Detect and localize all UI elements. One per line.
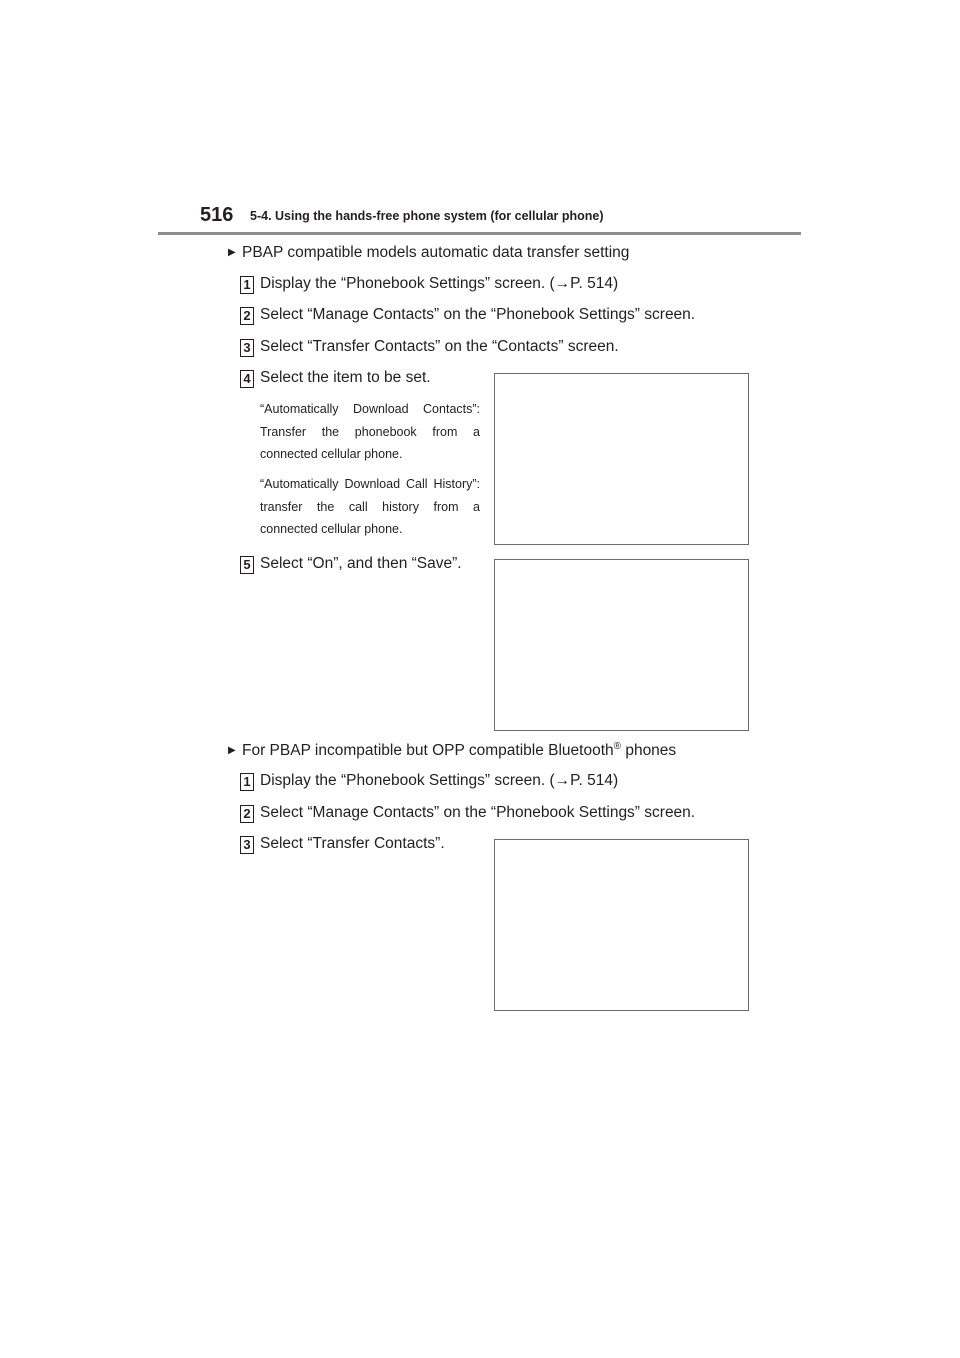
- step-text: Display the “Phonebook Settings” screen. (→P. 514): [260, 275, 619, 292]
- step-number: 1: [240, 276, 254, 294]
- step-number: 3: [240, 836, 254, 854]
- step-number: 5: [240, 556, 254, 574]
- step-text: Select “On”, and then “Save”.: [260, 555, 462, 572]
- opp-heading: [228, 741, 676, 760]
- note-download-call-history: “Automatically Download Call History”: transfer the call history from a connected cellular phone.: [260, 477, 480, 536]
- screen-image-placeholder: [494, 839, 749, 1011]
- step-number: 2: [240, 805, 254, 823]
- step-text: Select “Manage Contacts” on the “Phonebook Settings” screen.: [260, 306, 696, 323]
- note-download-contacts: “Automatically Download Contacts”: Transfer the phonebook from a connected cellular phone.: [260, 402, 480, 461]
- step-text: Select the item to be set.: [260, 369, 431, 386]
- opp-heading-suffix: phones: [621, 742, 677, 760]
- screen-image-placeholder: [494, 373, 749, 545]
- screen-image-placeholder: [494, 559, 749, 731]
- step-number: 1: [240, 773, 254, 791]
- step-number: 2: [240, 307, 254, 325]
- page-number: 516: [200, 204, 234, 226]
- triangle-right-icon: ▶: [228, 745, 236, 757]
- step-text: Select “Transfer Contacts” on the “Contacts” screen.: [260, 338, 619, 355]
- page-header: [158, 204, 801, 234]
- step-number: 4: [240, 370, 254, 388]
- opp-heading-text: For PBAP incompatible but OPP compatible Bluetooth: [242, 742, 614, 760]
- step-text: Select “Transfer Contacts”.: [260, 835, 445, 852]
- step-number: 3: [240, 339, 254, 357]
- step-text: Select “Manage Contacts” on the “Phonebook Settings” screen.: [260, 804, 696, 821]
- pbap-heading: [228, 244, 629, 262]
- pbap-heading-text: PBAP compatible models automatic data transfer setting: [242, 244, 630, 261]
- triangle-right-icon: ▶: [228, 247, 236, 258]
- registered-mark: ®: [613, 741, 622, 752]
- header-divider: [158, 232, 801, 235]
- step-text: Display the “Phonebook Settings” screen. (→P. 514): [260, 772, 619, 789]
- section-title: 5-4. Using the hands-free phone system (for cellular phone): [250, 209, 604, 223]
